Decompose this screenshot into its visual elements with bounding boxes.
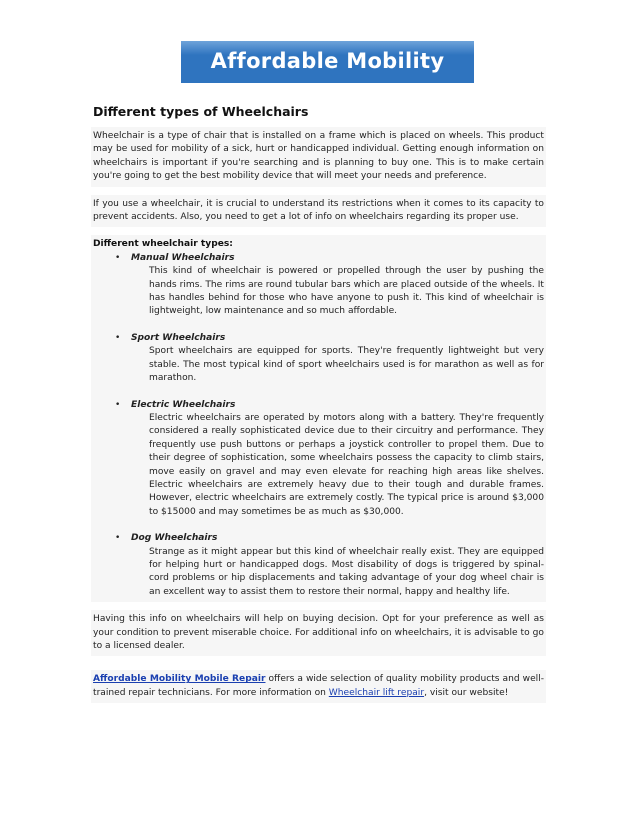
types-heading: Different wheelchair types: bbox=[93, 239, 233, 250]
wheelchair-lift-repair-link[interactable]: Wheelchair lift repair bbox=[328, 687, 425, 698]
bullet-icon: • bbox=[115, 252, 121, 263]
type-description: Sport wheelchairs are equipped for sports. They're frequently lightweight but very stable. The most typical kind of sport wheelchairs used is for marathon as well as for marathon. bbox=[149, 346, 544, 384]
bullet-icon: • bbox=[115, 399, 121, 410]
footer-text-2: , visit our website! bbox=[424, 687, 509, 698]
list-item bbox=[93, 399, 544, 520]
types-section bbox=[91, 235, 546, 602]
bullet-icon: • bbox=[115, 332, 121, 343]
list-item bbox=[93, 532, 544, 599]
usage-paragraph: If you use a wheelchair, it is crucial to understand its restrictions when it comes to its capacity to prevent accidents. Also, you need to get a lot of info on wheelchairs regarding its proper use. bbox=[91, 195, 546, 228]
type-description: This kind of wheelchair is powered or propelled through the user by pushing the hands rims. The rims are round tubular bars which are placed outside of the wheels. It has handles behind for those who have anyone to push it. This kind of wheelchair is lightweight, low maintenance and so much affordable. bbox=[149, 266, 544, 317]
affordable-mobility-link[interactable]: Affordable Mobility Mobile Repair bbox=[93, 674, 266, 685]
affordable-mobility-logo bbox=[181, 41, 474, 83]
type-description: Strange as it might appear but this kind of wheelchair really exist. They are equipped for helping hurt or handicapped dogs. Most disability of dogs is triggered by spinal-cord problems or hip displacements and taking advantage of your dog wheel chair is an excellent way to assist them to restore their normal, happy and healthy life. bbox=[149, 546, 544, 597]
type-name: Electric Wheelchairs bbox=[131, 399, 236, 410]
conclusion-paragraph: Having this info on wheelchairs will help on buying decision. Opt for your preference as well as your condition to prevent miserable choice. For additional info on wheelchairs, it is advisable to go to a licensed dealer. bbox=[91, 610, 546, 656]
list-item bbox=[93, 332, 544, 386]
type-name: Manual Wheelchairs bbox=[131, 252, 235, 263]
wheelchair-types-list bbox=[93, 252, 544, 599]
list-item bbox=[93, 252, 544, 319]
footer-text-1: offers a wide selection of quality mobility products and well-trained repair technicians. For more information on bbox=[93, 674, 544, 698]
logo-text: Affordable Mobility bbox=[210, 49, 445, 73]
type-name: Sport Wheelchairs bbox=[131, 332, 226, 343]
type-name: Dog Wheelchairs bbox=[131, 533, 218, 544]
type-description: Electric wheelchairs are operated by motors along with a battery. They're frequently considered a really sophisticated device due to their circuitry and performance. They frequently use push buttons or perhaps a joystick controller to propel them. Due to their degree of sophistication, some wheelchairs possess the capacity to climb stairs, move easily on gravel and may even elevate for reaching high areas like shelves. Electric wheelchairs are extremely heavy due to their tough and durable frames. However, electric wheelchairs are extremely costly. The typical price is around $3,000 to $15000 and may sometimes be as much as $30,000. bbox=[149, 412, 544, 517]
intro-paragraph: Wheelchair is a type of chair that is installed on a frame which is placed on wheels. This product may be used for mobility of a sick, hurt or handicapped individual. Getting enough information on wheelchairs is important if you're searching and is planning to buy one. This is to make certain you're going to get the best mobility device that will meet your needs and preference. bbox=[91, 127, 546, 187]
bullet-icon: • bbox=[115, 533, 121, 544]
article-body bbox=[91, 127, 546, 703]
footer-paragraph bbox=[91, 670, 546, 703]
page-title: Different types of Wheelchairs bbox=[93, 104, 309, 119]
